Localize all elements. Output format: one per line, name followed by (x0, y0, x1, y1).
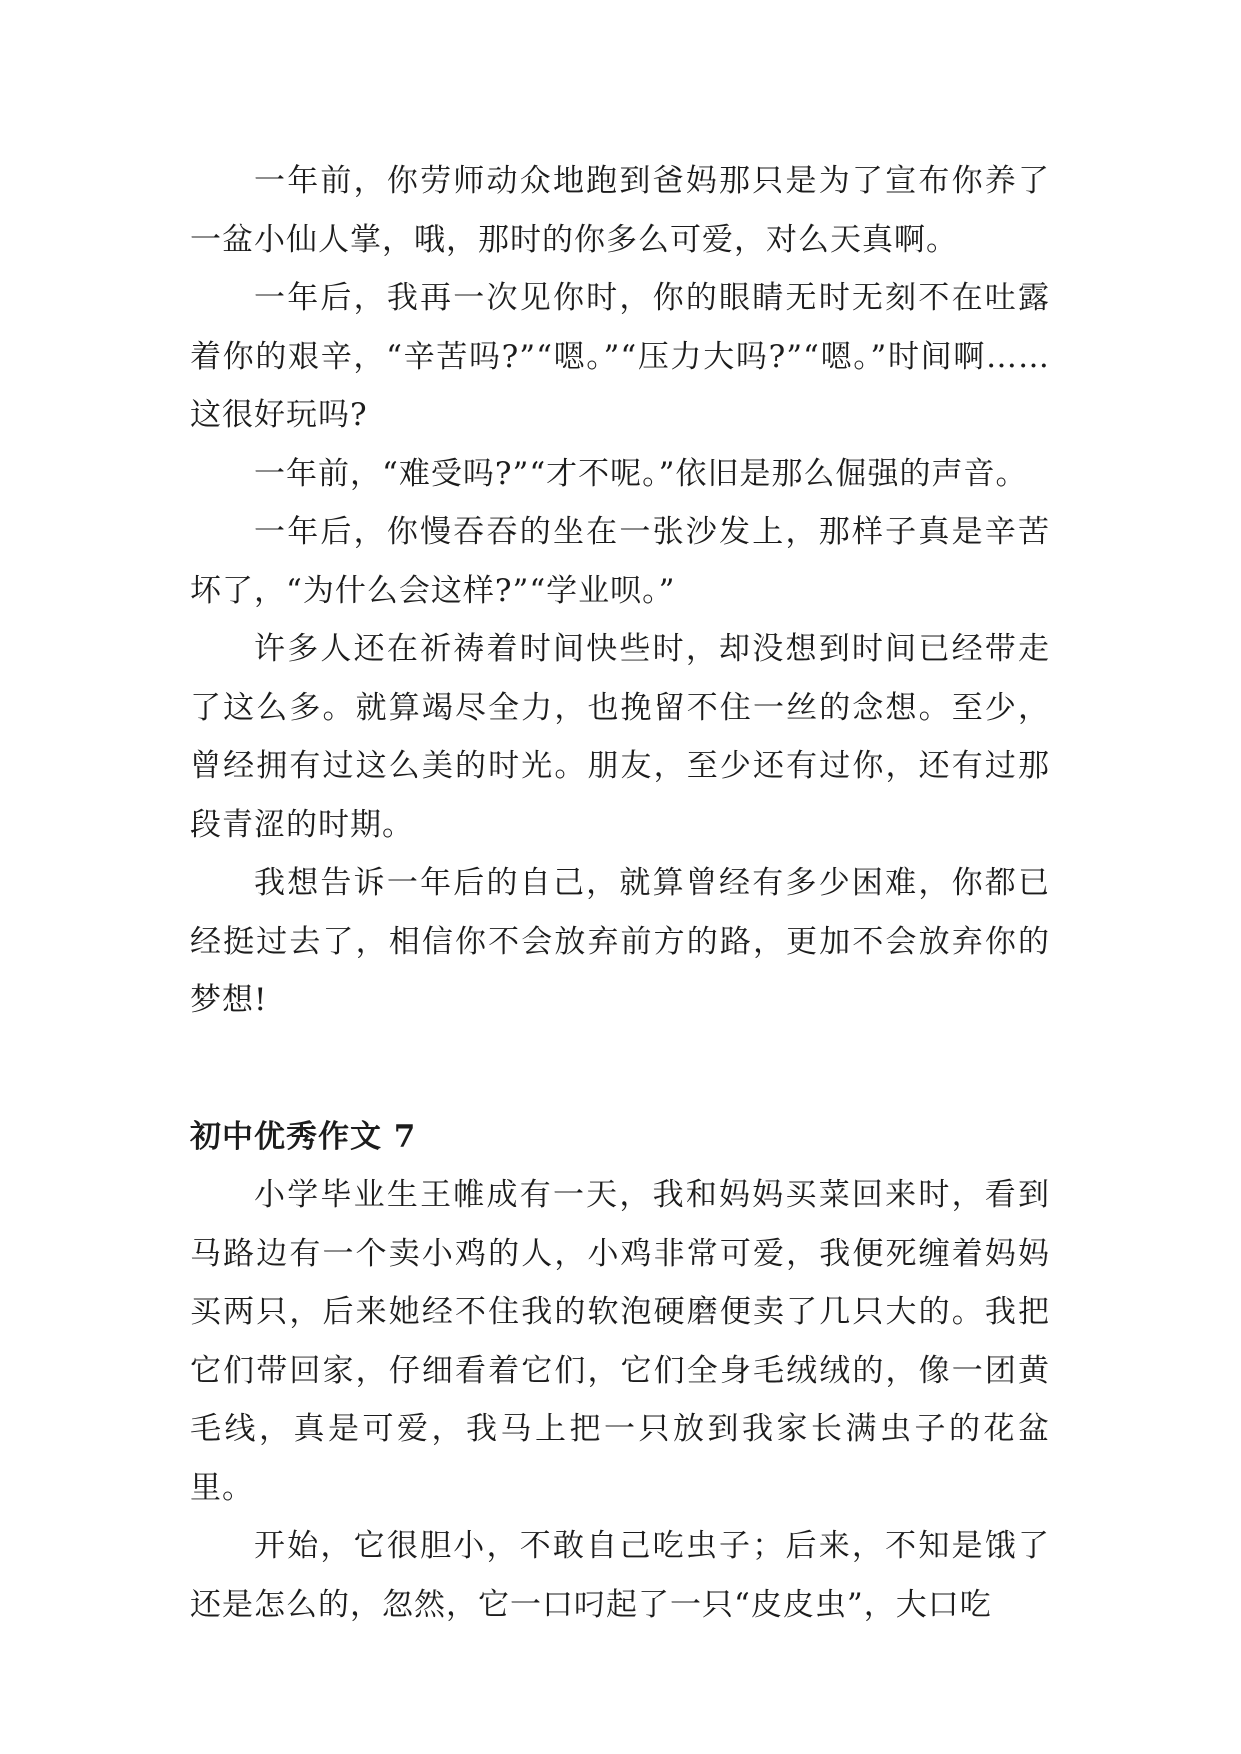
paragraph: 一年前，你劳师动众地跑到爸妈那只是为了宣布你养了一盆小仙人掌，哦，那时的你多么可爱，对么天真啊。 (190, 163, 1050, 258)
paragraph: 我想告诉一年后的自己，就算曾经有多少困难，你都已经挺过去了，相信你不会放弃前方的路，更加不会放弃你的梦想! (190, 865, 1050, 1018)
paragraph: 开始，它很胆小，不敢自己吃虫子；后来，不知是饿了还是怎么的，忽然，它一口叼起了一只“皮皮虫”，大口吃 (190, 1528, 1050, 1623)
paragraph: 许多人还在祈祷着时间快些时，却没想到时间已经带走了这么多。就算竭尽全力，也挽留不住一丝的念想。至少，曾经拥有过这么美的时光。朋友，至少还有过你，还有过那段青涩的时期。 (190, 631, 1050, 843)
document-page (190, 152, 1050, 1634)
paragraph: 一年前，“难受吗?”“才不呢。”依旧是那么倔强的声音。 (254, 455, 1028, 492)
paragraph: 小学毕业生王帷成有一天，我和妈妈买菜回来时，看到马路边有一个卖小鸡的人，小鸡非常可爱，我便死缠着妈妈买两只，后来她经不住我的软泡硬磨便卖了几只大的。我把它们带回家，仔细看着它们，它们全身毛绒绒的，像一团黄毛线，真是可爱，我马上把一只放到我家长满虫子的花盆里。 (190, 1177, 1050, 1506)
section-title: 初中优秀作文 7 (190, 1118, 417, 1155)
paragraph: 一年后，你慢吞吞的坐在一张沙发上，那样子真是辛苦坏了，“为什么会这样?”“学业呗。” (190, 514, 1050, 609)
paragraph: 一年后，我再一次见你时，你的眼睛无时无刻不在吐露着你的艰辛，“辛苦吗?”“嗯。”“压力大吗?”“嗯。”时间啊……这很好玩吗? (190, 280, 1050, 433)
